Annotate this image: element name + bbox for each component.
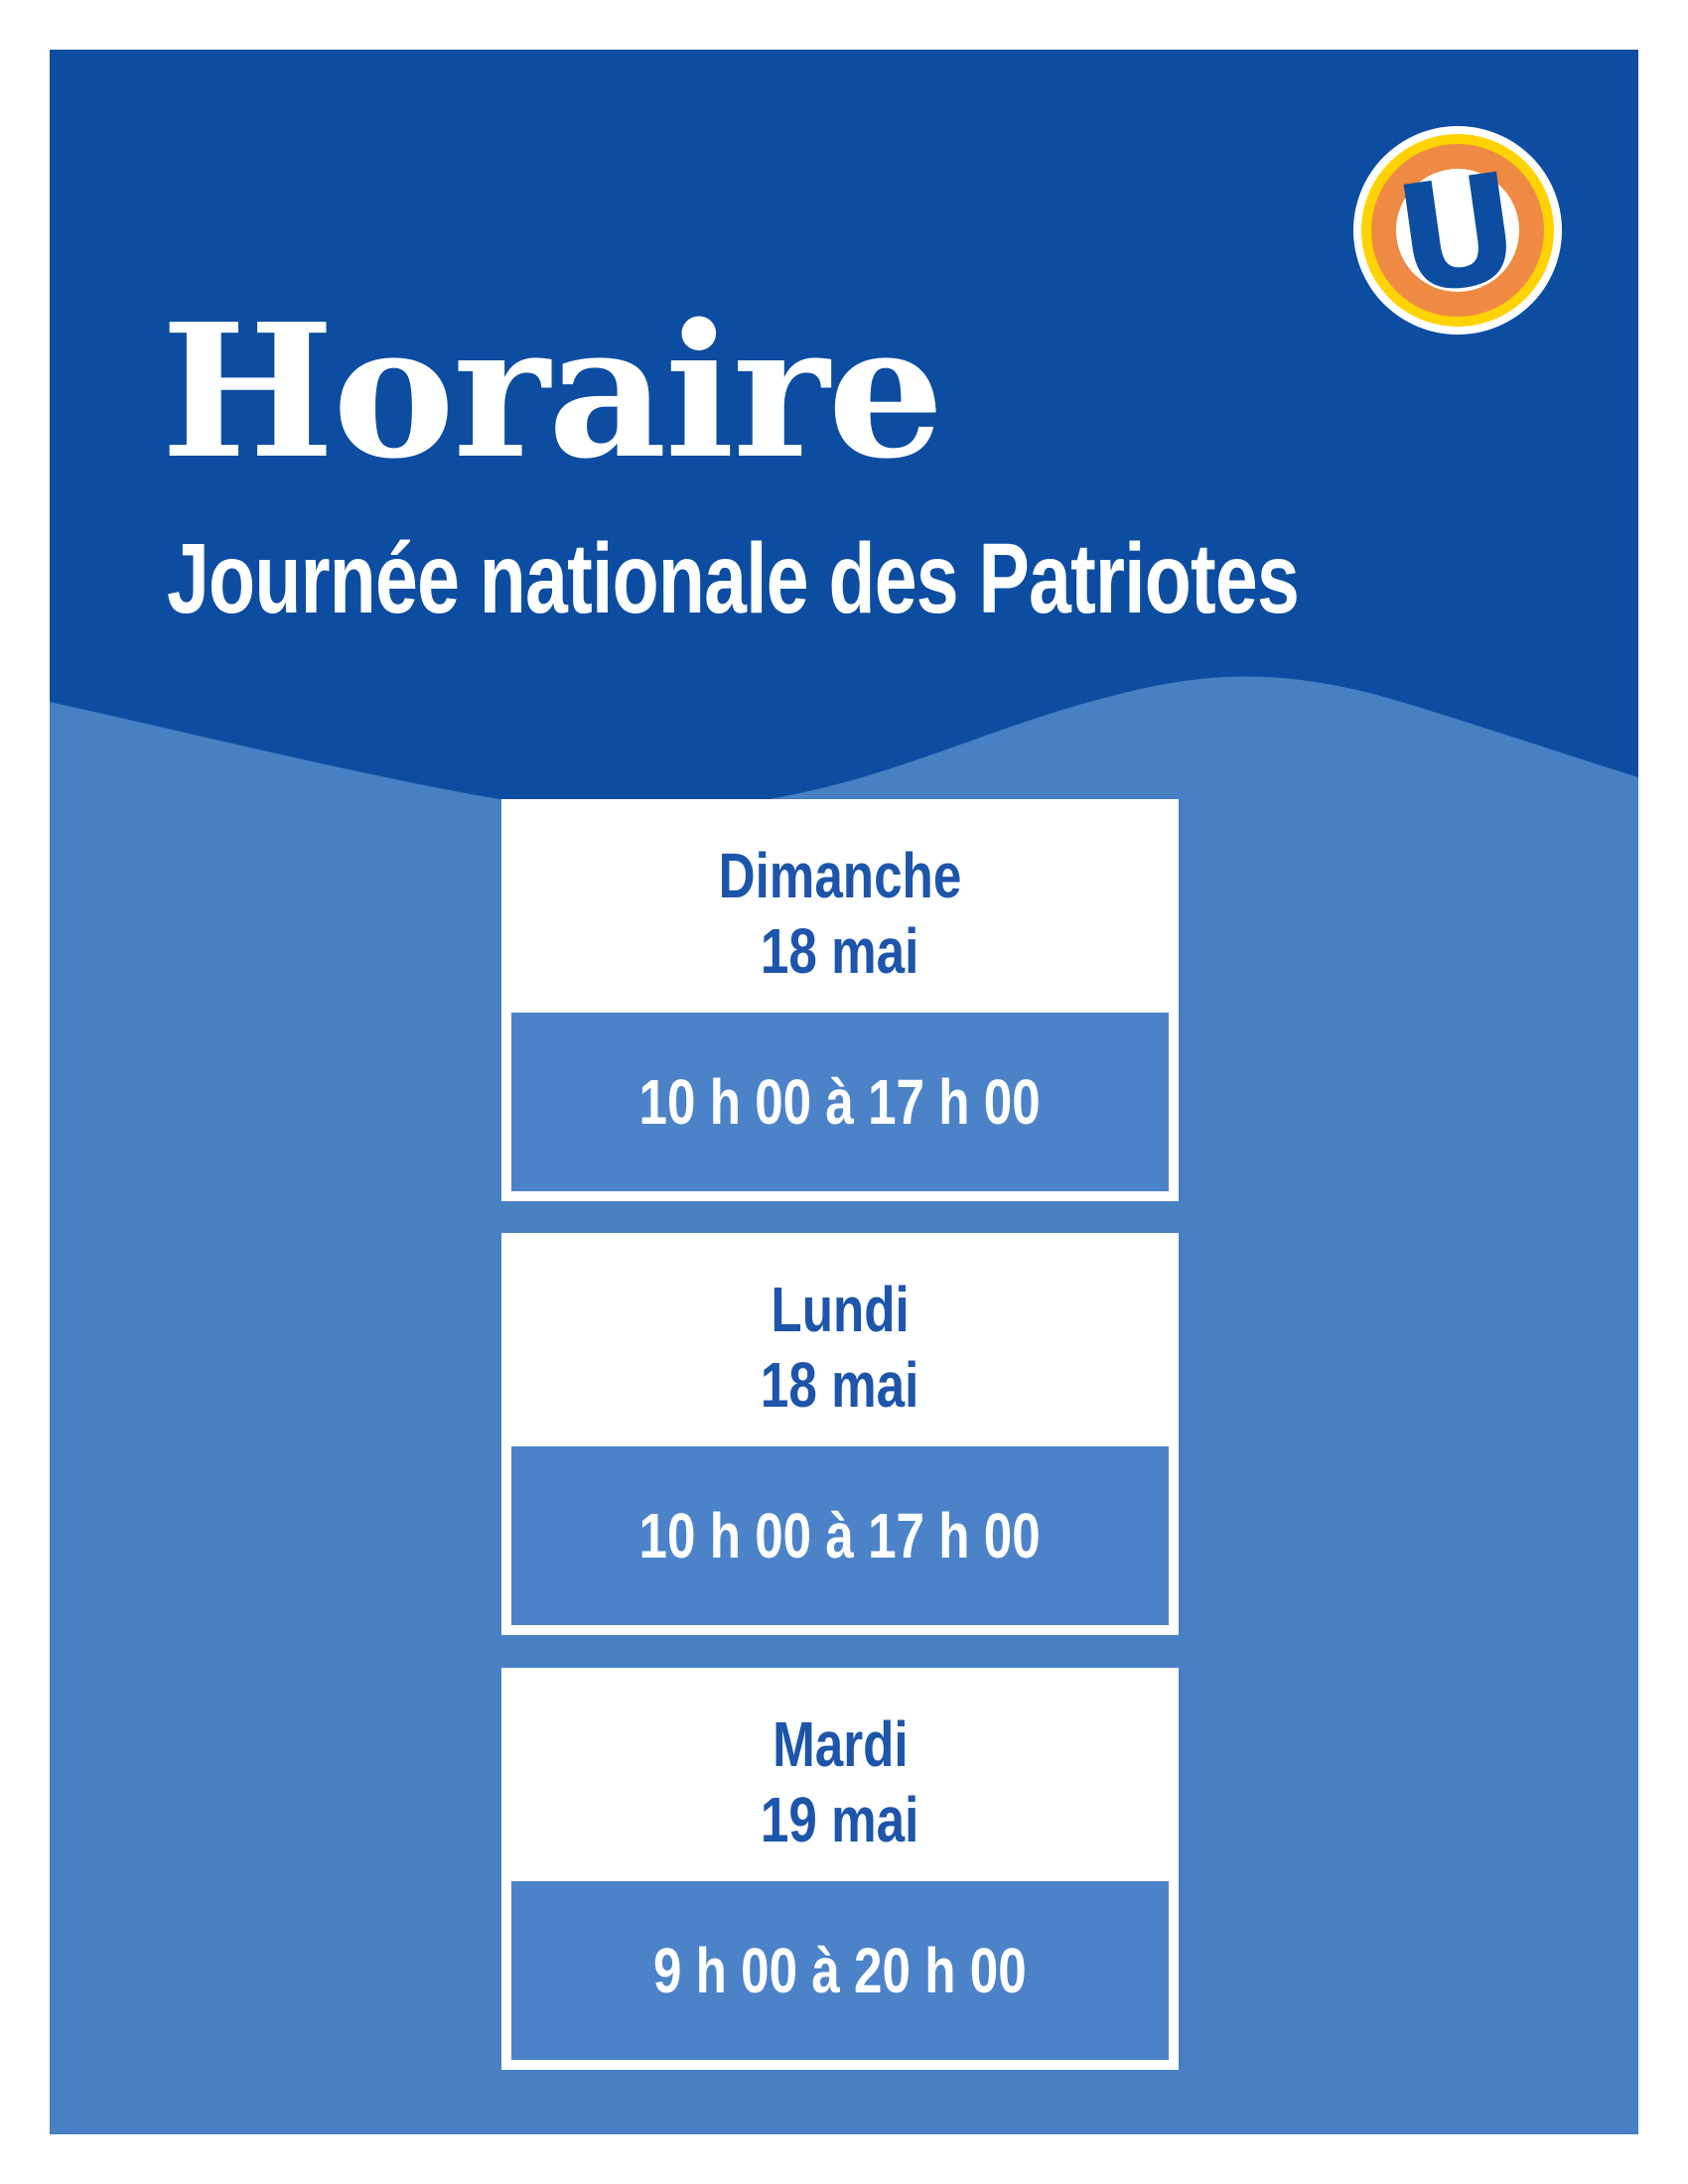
date-label: 19 mai: [761, 1783, 919, 1855]
schedule-card: [501, 799, 1179, 1201]
schedule-card-header: [511, 1668, 1169, 1881]
hours-label: 9 h 00 à 20 h 00: [653, 1935, 1027, 2006]
hours-block: [511, 1446, 1169, 1625]
logo-u-letter: U: [1385, 141, 1530, 330]
date-label: 18 mai: [761, 1348, 919, 1421]
hours-label: 10 h 00 à 17 h 00: [638, 1066, 1042, 1138]
schedule-card-header: [511, 799, 1169, 1013]
hours-block: [511, 1013, 1169, 1191]
page-title: Horaire: [161, 283, 942, 499]
schedule-card-header: [511, 1233, 1169, 1446]
date-label: 18 mai: [761, 914, 919, 987]
poster-background: [50, 50, 1638, 2134]
day-label: Dimanche: [718, 839, 962, 911]
hours-block: [511, 1881, 1169, 2060]
page-subtitle: Journée nationale des Patriotes: [167, 523, 1300, 634]
schedule-card: [501, 1668, 1179, 2070]
brand-logo: [1348, 121, 1567, 340]
day-label: Mardi: [772, 1707, 909, 1780]
schedule-card: [501, 1233, 1179, 1635]
day-label: Lundi: [771, 1273, 910, 1345]
hours-label: 10 h 00 à 17 h 00: [638, 1500, 1042, 1571]
